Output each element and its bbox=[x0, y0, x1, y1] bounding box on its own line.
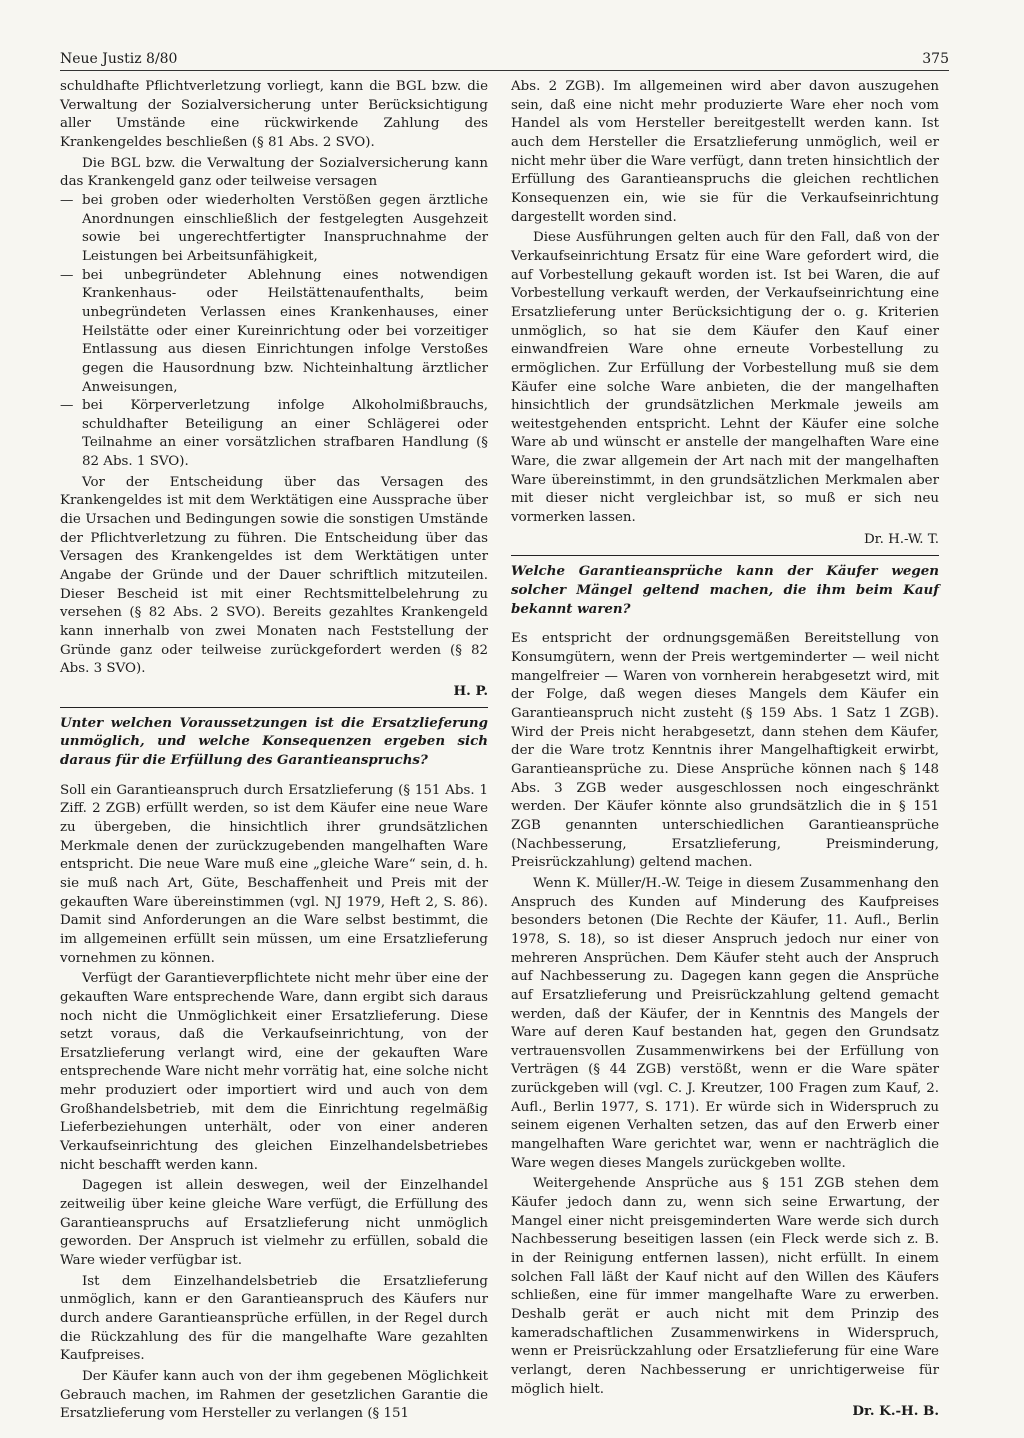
left-column bbox=[60, 78, 488, 1424]
author-initials: Dr. K.-H. B. bbox=[852, 1403, 939, 1420]
paragraph: Weitergehende Ansprüche aus § 151 ZGB stehen dem Käufer jedoch dann zu, wenn sich seine Erwartung, der Mangel einer nicht preisgeminderten Ware werde sich durch Nachbesserung beseitigen lassen (ein Fleck werde sich z. B. in der Reinigung entfernen lassen), nicht erfüllt. In einem solchen Fall läßt der Kauf nicht auf den Willen des Käufers schließen, eine für immer mangelhafte Ware zu erwerben. Deshalb gerät er auch nicht mit dem Prinzip des kameradschaftlichen Zusammenwirkens in Widerspruch, wenn er Preisrückzahlung oder Ersatzlieferung für eine Ware verlangt, deren Nachbesserung er unrichtigerweise für möglich hielt. bbox=[511, 1176, 939, 1397]
author-initials: H. P. bbox=[453, 683, 488, 699]
paragraph: Wenn K. Müller/H.-W. Teige in diesem Zusammenhang den Anspruch des Kunden auf Minderung des Kaufpreises besonders betonen (Die Rechte der Käufer, 11. Aufl., Berlin 1978, S. 18), so ist dieser Anspruch jedoch nur einer von mehreren Ansprüchen. Dem Käufer steht auch der Anspruch auf Nachbesserung zu. Dagegen kann gegen die Ansprüche auf Ersatzlieferung und Preisrückzahlung geltend gemacht werden, daß der Käufer, der in Kenntnis des Mangels der Ware auf deren Kauf bestanden hat, gegen den Grundsatz vertrauensvollen Zusammenwirkens bei der Erfüllung von Verträgen (§ 44 ZGB) verstößt, wenn er die Ware später zurückgeben will (vgl. C. J. Kreutzer, 100 Fragen zum Kauf, 2. Aufl., Berlin 1977, S. 171). Er würde sich in Widerspruch zu seinem eigenen Verhalten setzen, das auf den Erwerb einer mangelhaften Ware gerichtet war, wenn er nachträglich die Ware wegen dieses Mangels zurückgeben wollte. bbox=[511, 875, 939, 1171]
paragraph: Es entspricht der ordnungsgemäßen Bereitstellung von Konsumgütern, wenn der Preis wertgeminderter — weil nicht mangelfreier — Waren von vornherein herabgesetzt wird, mit der Folge, daß wegen dieses Mangels dem Käufer ein Garantieanspruch nicht zusteht (§ 159 Abs. 1 Satz 1 ZGB). Wird der Preis nicht herabgesetzt, dann stehen dem Käufer, der die Ware trotz Kenntnis ihrer Mangelhaftigkeit erwirbt, Garantieansprüche zu. Diese Ansprüche können nach § 148 Abs. 3 ZGB weder ausgeschlossen noch eingeschränkt werden. Der Käufer könnte also grundsätzlich die in § 151 ZGB genannten unterschiedlichen Garantieansprüche (Nachbesserung, Ersatzlieferung, Preisminderung, Preisrückzahlung) geltend machen. bbox=[511, 631, 939, 871]
list-item: — bei Körperverletzung infolge Alkoholmißbrauchs, schuldhafter Beteiligung an einer Schlägerei oder Teilnahme an einer vorsätzlichen strafbaren Handlung (§ 82 Abs. 1 SVO). bbox=[60, 397, 488, 472]
section-divider bbox=[60, 707, 488, 708]
question-heading: Unter welchen Voraussetzungen ist die Ersatzlieferung unmöglich, und welche Konsequenzen ergeben sich daraus für die Erfüllung des Garantieanspruchs? bbox=[60, 714, 488, 768]
list-item: — bei groben oder wiederholten Verstößen gegen ärztliche Anordnungen einschließlich der festgelegten Ausgehzeit sowie bei ungerechtfertigter Inanspruchnahme der Leistungen bei Arbeitsunfähigkeit, bbox=[60, 192, 488, 267]
list-item: — bei unbegründeter Ablehnung eines notwendigen Krankenhaus- oder Heilstättenaufenthalts, beim unbegründeten Verlassen eines Krankenhauses, einer Heilstätte oder einer Kureinrichtung oder bei vorzeitiger Entlassung aus diesen Einrichtungen infolge Verstoßes gegen die Hausordnung bzw. Nichteinhaltung ärztlicher Anweisungen, bbox=[60, 267, 488, 398]
dash-list bbox=[60, 192, 488, 472]
paragraph: Dagegen ist allein deswegen, weil der Einzelhandel zeitweilig über keine gleiche Ware verfügt, die Erfüllung des Garantieanspruchs auf Ersatzlieferung nicht unmöglich geworden. Der Anspruch ist vielmehr zu erfüllen, sobald die Ware wieder verfügbar ist. bbox=[60, 1178, 488, 1269]
question-heading: Welche Garantieansprüche kann der Käufer wegen solcher Mängel geltend machen, die ihm beim Kauf bekannt waren? bbox=[511, 563, 939, 617]
section-divider bbox=[511, 555, 939, 556]
paragraph: Der Käufer kann auch von der ihm gegebenen Möglichkeit Gebrauch machen, im Rahmen der gesetzlichen Garantie die Ersatzlieferung vom Hersteller zu verlangen (§ 151 bbox=[60, 1368, 488, 1422]
page-number: 375 bbox=[922, 51, 949, 67]
paragraph: Soll ein Garantieanspruch durch Ersatzlieferung (§ 151 Abs. 1 Ziff. 2 ZGB) erfüllt werden, so ist dem Käufer eine neue Ware zu übergeben, die hinsichtlich ihrer grundsätzlichen Merkmale denen der zurückzugebenden mangelhaften Ware entspricht. Die neue Ware muß eine „gleiche Ware“ sein, d. h. sie muß nach Art, Güte, Beschaffenheit und Preis mit der gekauften Ware übereinstimmen (vgl. NJ 1979, Heft 2, S. 86). Damit sind Anforderungen an die Ware selbst bestimmt, die im allgemeinen erfüllt sein müssen, um eine Ersatzlieferung vornehmen zu können. bbox=[60, 782, 488, 966]
paragraph: schuldhafte Pflichtverletzung vorliegt, kann die BGL bzw. die Verwaltung der Sozialversicherung unter Berücksichtigung aller Umstände eine rückwirkende Zahlung des Krankengeldes beschließen (§ 81 Abs. 2 SVO). bbox=[60, 79, 488, 150]
journal-title: Neue Justiz 8/80 bbox=[60, 51, 178, 67]
paragraph: Abs. 2 ZGB). Im allgemeinen wird aber davon auszugehen sein, daß eine nicht mehr produzierte Ware eher noch vom Handel als vom Hersteller bereitgestellt werden kann. Ist auch dem Hersteller die Ersatzlieferung unmöglich, weil er nicht mehr über die Ware verfügt, dann treten hinsichtlich der Erfüllung des Garantieanspruchs die gleichen rechtlichen Konsequenzen ein, wie sie für die Verkaufseinrichtung dargestellt worden sind. bbox=[511, 79, 939, 225]
paragraph: Verfügt der Garantieverpflichtete nicht mehr über eine der gekauften Ware entsprechende Ware, dann ergibt sich daraus noch nicht die Unmöglichkeit einer Ersatzlieferung. Diese setzt voraus, daß die Verkaufseinrichtung, von der Ersatzlieferung verlangt wird, eine der gekauften Ware entsprechende Ware nicht mehr vorrätig hat, eine solche nicht mehr produziert oder importiert wird und auch von dem Großhandelsbetrieb, mit dem die Einrichtung regelmäßig Lieferbeziehungen unterhält, oder von einer anderen Verkaufseinrichtung des gleichen Einzelhandelsbetriebes nicht beschafft werden kann. bbox=[60, 971, 488, 1173]
right-column bbox=[511, 78, 939, 1421]
paragraph: Die BGL bzw. die Verwaltung der Sozialversicherung kann das Krankengeld ganz oder teilweise versagen bbox=[60, 155, 488, 190]
paragraph: Diese Ausführungen gelten auch für den Fall, daß von der Verkaufseinrichtung Ersatz für eine Ware gefordert wird, die auf Vorbestellung gekauft worden ist. Ist bei Waren, die auf Vorbestellung verkauft werden, der Verkaufseinrichtung eine Ersatzlieferung unter Berücksichtigung der o. g. Kriterien unmöglich, so hat sie dem Käufer den Kauf einer einwandfreien Ware ohne erneute Vorbestellung zu ermöglichen. Zur Erfüllung der Vorbestellung muß sie dem Käufer eine solche Ware anbieten, die der mangelhaften hinsichtlich der grundsätzlichen Merkmale jeweils am weitestgehenden entspricht. Lehnt der Käufer eine solche Ware ab und wünscht er anstelle der mangelhaften Ware eine Ware, die zwar allgemein der Art nach mit der mangelhaften Ware übereinstimmt, in den grundsätzlichen Merkmalen aber mit dieser nicht vergleichbar ist, so muß er sich neu vormerken lassen. bbox=[511, 230, 939, 526]
running-header bbox=[60, 50, 949, 71]
author-initials: Dr. H.-W. T. bbox=[863, 531, 939, 547]
paragraph: Ist dem Einzelhandelsbetrieb die Ersatzlieferung unmöglich, kann er den Garantieanspruch des Käufers nur durch andere Garantieansprüche erfüllen, in der Regel durch die Rückzahlung des für die mangelhafte Ware gezahlten Kaufpreises. bbox=[60, 1273, 488, 1364]
paragraph: Vor der Entscheidung über das Versagen des Krankengeldes ist mit dem Werktätigen eine Aussprache über die Ursachen und Bedingungen sowie die sonstigen Umstände der Pflichtverletzung zu führen. Die Entscheidung über das Versagen des Krankengeldes ist dem Werktätigen unter Angabe der Gründe und der Dauer schriftlich mitzuteilen. Dieser Bescheid ist mit einer Rechtsmittelbelehrung zu versehen (§ 82 Abs. 2 SVO). Bereits gezahltes Krankengeld kann innerhalb von zwei Monaten nach Feststellung der Gründe ganz oder teilweise zurückgefordert werden (§ 82 Abs. 3 SVO). bbox=[60, 474, 488, 677]
